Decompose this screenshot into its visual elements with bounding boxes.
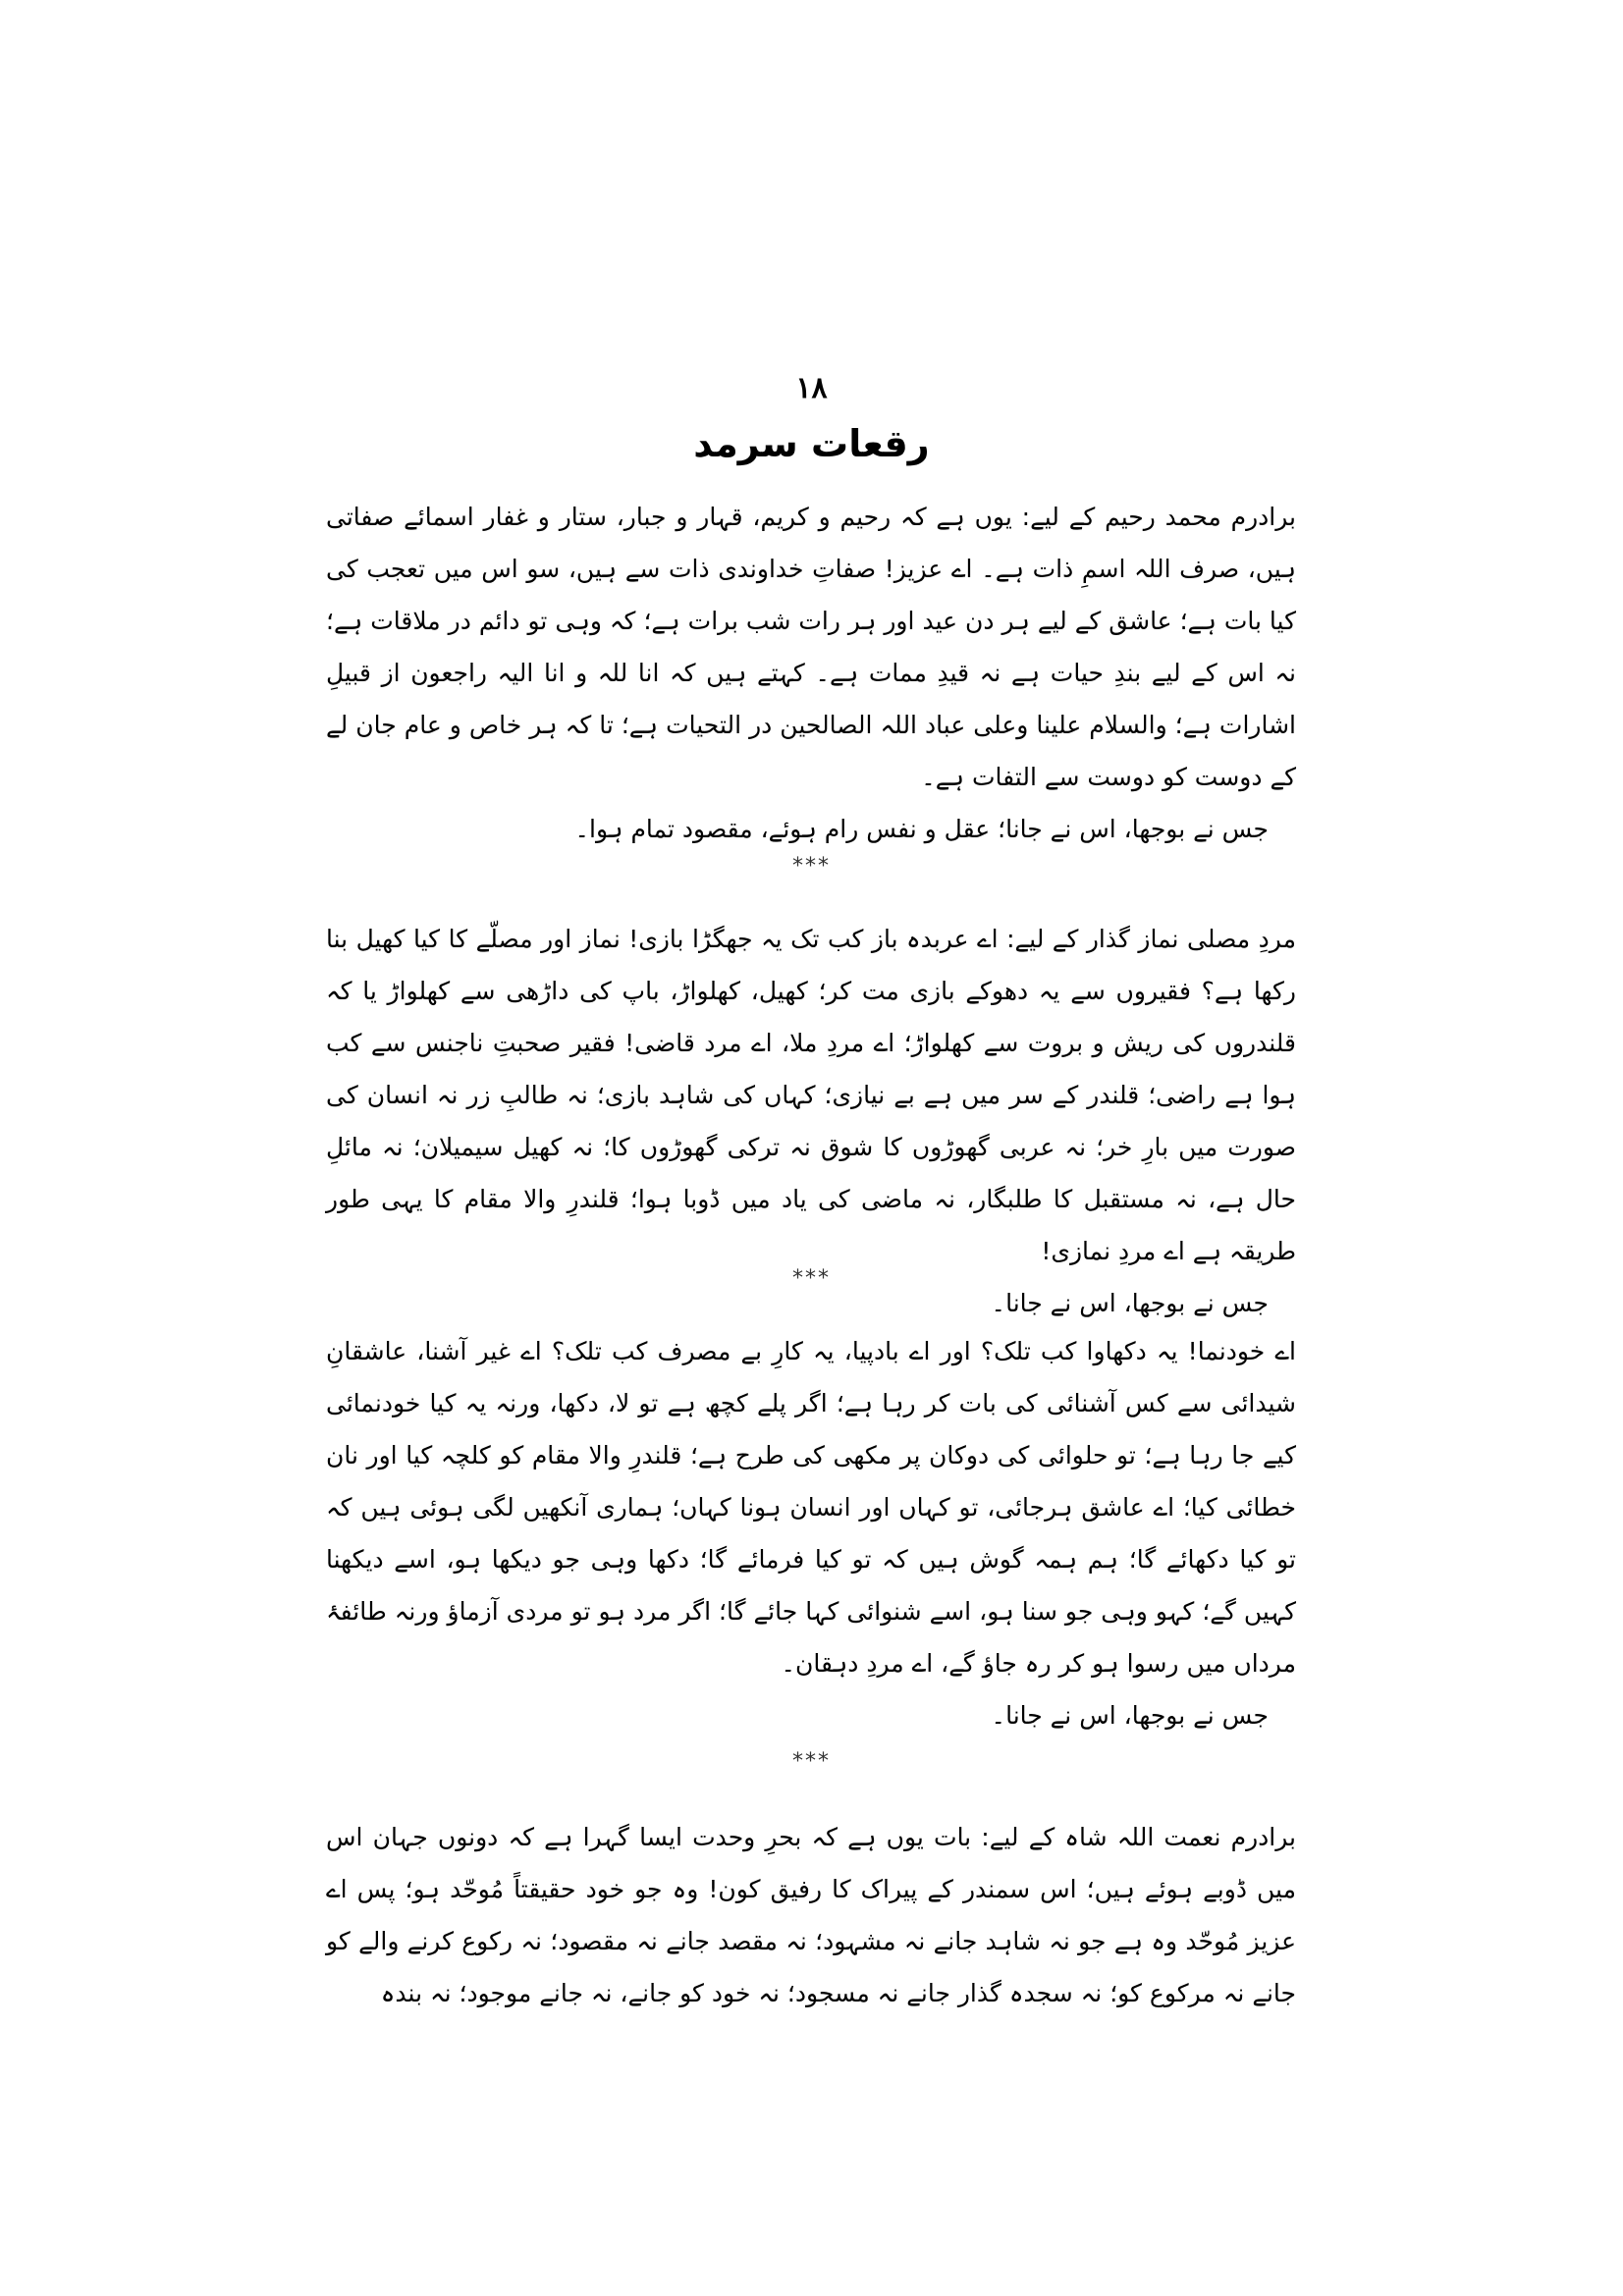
section-2-body: مردِ مصلی نماز گذار کے لیے: اے عربدہ باز کب تک یہ جھگڑا بازی! نماز اور مصلّے کا کیا کھیل بنا رکھا ہے؟ فقیروں سے یہ دھوکے بازی مت کر؛ کھیل، کھلواڑ، باپ کی داڑھی سے کھلواڑ یا کہ قلندروں کی ریش و بروت سے کھلواڑ؛ اے مردِ ملا، اے مرد قاضی! فقیر صحبتِ ناجنس سے کب ہوا ہے راضی؛ قلندر کے سر میں ہے بے نیازی؛ کہاں کی شاہد بازی؛ نہ طالبِ زر نہ انسان کی صورت میں بارِ خر؛ نہ عربی گھوڑوں کا شوق نہ ترکی گھوڑوں کا؛ نہ کھیل سیمیلان؛ نہ مائلِ حال ہے، نہ مستقبل کا طلبگار، نہ ماضی کی یاد میں ڈوبا ہوا؛ قلندرِ والا مقام کا یہی طور طریقہ ہے اے مردِ نمازی! — [326, 925, 1296, 1265]
section-3-closing: جس نے بوجھا، اس نے جانا۔ — [991, 1701, 1269, 1730]
section-3 — [326, 1325, 1296, 1741]
section-separator: *** — [792, 1266, 831, 1291]
page-number: ۱۸ — [795, 371, 828, 405]
page-title: رقعات سرمد — [693, 422, 930, 465]
section-2-closing: جس نے بوجھا، اس نے جانا۔ — [991, 1289, 1269, 1317]
section-4 — [326, 1811, 1296, 2019]
section-3-body: اے خودنما! یہ دکھاوا کب تلک؟ اور اے بادپیا، یہ کارِ بے مصرف کب تلک؟ اے غیر آشنا، عاشقانِ شیدائی سے کس آشنائی کی بات کر رہا ہے؛ اگر پلے کچھ ہے تو لا، دکھا، ورنہ یہ کیا خودنمائی کیے جا رہا ہے؛ تو حلوائی کی دوکان پر مکھی کی طرح ہے؛ قلندرِ والا مقام کو کلچہ کیا اور نان خطائی کیا؛ اے عاشق ہرجائی، تو کہاں اور انسان ہونا کہاں؛ ہماری آنکھیں لگی ہوئی ہیں کہ تو کیا دکھائے گا؛ ہم ہمہ گوش ہیں کہ تو کیا فرمائے گا؛ دکھا وہی جو دیکھا ہو، اسے دیکھنا کہیں گے؛ کہو وہی جو سنا ہو، اسے شنوائی کہا جائے گا؛ اگر مرد ہو تو مردی آزماؤ ورنہ طائفۂ مرداں میں رسوا ہو کر رہ جاؤ گے، اے مردِ دہقان۔ — [326, 1337, 1296, 1678]
section-4-body: برادرم نعمت اللہ شاہ کے لیے: بات یوں ہے کہ بحرِ وحدت ایسا گہرا ہے کہ دونوں جہان اس میں ڈوبے ہوئے ہیں؛ اس سمندر کے پیراک کا رفیق کون! وہ جو خود حقیقتاً مُوحّد ہو؛ پس اے عزیز مُوحّد وہ ہے جو نہ شاہد جانے نہ مشہود؛ نہ مقصد جانے نہ مقصود؛ نہ رکوع کرنے والے کو جانے نہ مرکوع کو؛ نہ سجدہ گذار جانے نہ مسجود؛ نہ خود کو جانے، نہ جانے موجود؛ نہ بندہ — [326, 1823, 1296, 2007]
section-separator: *** — [792, 1749, 831, 1774]
section-separator: *** — [792, 854, 831, 879]
section-1-body: برادرم محمد رحیم کے لیے: یوں ہے کہ رحیم و کریم، قہار و جبار، ستار و غفار اسمائے صفاتی ہیں، صرف اللہ اسمِ ذات ہے۔ اے عزیز! صفاتِ خداوندی ذات سے ہیں، سو اس میں تعجب کی کیا بات ہے؛ عاشق کے لیے ہر دن عید اور ہر رات شب برات ہے؛ کہ وہی تو دائم در ملاقات ہے؛ نہ اس کے لیے بندِ حیات ہے نہ قیدِ ممات ہے۔ کہتے ہیں کہ انا للہ و انا الیہ راجعون از قبیلِ اشارات ہے؛ والسلام علینا وعلی عباد اللہ الصالحین در التحیات ہے؛ تا کہ ہر خاص و عام جان لے کے دوست کو دوست سے التفات ہے۔ — [326, 503, 1296, 791]
section-1 — [326, 491, 1296, 855]
section-1-closing: جس نے بوجھا، اس نے جانا؛ عقل و نفس رام ہوئے، مقصود تمام ہوا۔ — [574, 815, 1269, 843]
